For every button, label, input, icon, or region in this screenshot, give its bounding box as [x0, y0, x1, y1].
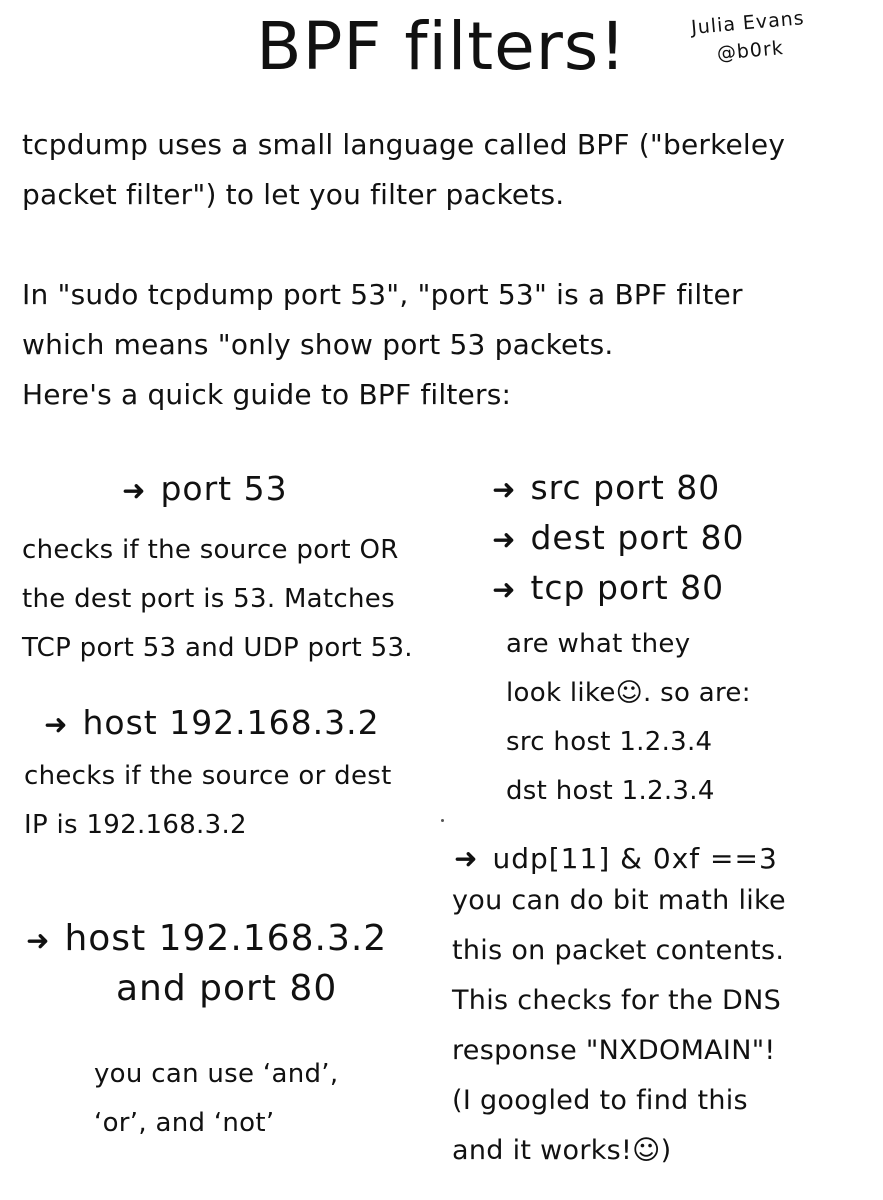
author-signature — [690, 4, 808, 70]
arrow-icon: ➜ — [492, 523, 517, 556]
description-line: look like☺. so are: — [506, 678, 751, 708]
explanation-line: In "sudo tcpdump port 53", "port 53" is a BPF filter — [22, 278, 743, 311]
description-line: This checks for the DNS — [452, 985, 782, 1016]
port53-heading — [122, 466, 288, 514]
description-line: you can use ‘and’, — [94, 1059, 339, 1089]
description-line: response "NXDOMAIN"! — [452, 1035, 776, 1066]
port53-description — [22, 526, 413, 673]
host-and-port-heading-continued — [116, 966, 337, 1012]
host-and-port-description — [94, 1050, 338, 1148]
arrow-icon: ➜ — [492, 473, 517, 506]
description-line: TCP port 53 and UDP port 53. — [22, 633, 413, 663]
ports-heading-item: ➜ src port 80 — [492, 464, 744, 514]
ports-heading-item: ➜ tcp port 80 — [492, 564, 744, 614]
description-line: src host 1.2.3.4 — [506, 727, 713, 757]
intro-line: tcpdump uses a small language called BPF ("berkeley — [22, 128, 786, 161]
description-line: this on packet contents. — [452, 935, 785, 966]
author-handle: @b0rk — [715, 37, 785, 65]
host-and-port-heading-line2: and port 80 — [116, 968, 338, 1009]
udp-description — [452, 876, 786, 1176]
arrow-icon: ➜ — [26, 924, 51, 957]
description-line: the dest port is 53. Matches — [22, 584, 395, 614]
ports-headings — [492, 464, 744, 614]
ports-description — [506, 620, 751, 816]
description-line: checks if the source port OR — [22, 535, 399, 565]
arrow-icon: ➜ — [122, 474, 147, 507]
host-heading — [44, 700, 380, 748]
description-line: dst host 1.2.3.4 — [506, 776, 715, 806]
arrow-icon: ➜ — [454, 842, 479, 875]
explanation-paragraph — [22, 270, 743, 420]
arrow-icon: ➜ — [492, 573, 517, 606]
port53-heading-text: port 53 — [160, 469, 288, 508]
description-line: are what they — [506, 629, 691, 659]
intro-paragraph — [22, 120, 785, 220]
host-description — [24, 752, 392, 850]
author-name: Julia Evans — [690, 7, 806, 39]
description-line: ‘or’, and ‘not’ — [94, 1108, 275, 1138]
description-line: checks if the source or dest — [24, 761, 392, 791]
description-line: and it works!☺) — [452, 1135, 672, 1166]
intro-line: packet filter") to let you filter packets. — [22, 178, 565, 211]
description-line: IP is 192.168.3.2 — [24, 810, 247, 840]
host-and-port-heading — [26, 916, 387, 964]
host-and-port-heading-line1: host 192.168.3.2 — [64, 918, 388, 959]
ports-heading-item: ➜ dest port 80 — [492, 514, 744, 564]
description-line: you can do bit math like — [452, 885, 786, 916]
host-heading-text: host 192.168.3.2 — [82, 703, 380, 742]
explanation-line: which means "only show port 53 packets. — [22, 328, 614, 361]
stray-dot — [441, 819, 444, 822]
udp-heading-text: udp[11] & 0xf ==3 — [492, 842, 778, 875]
description-line: (I googled to find this — [452, 1085, 748, 1116]
arrow-icon: ➜ — [44, 708, 69, 741]
page-title: BPF filters! — [256, 8, 627, 85]
explanation-line: Here's a quick guide to BPF filters: — [22, 378, 512, 411]
